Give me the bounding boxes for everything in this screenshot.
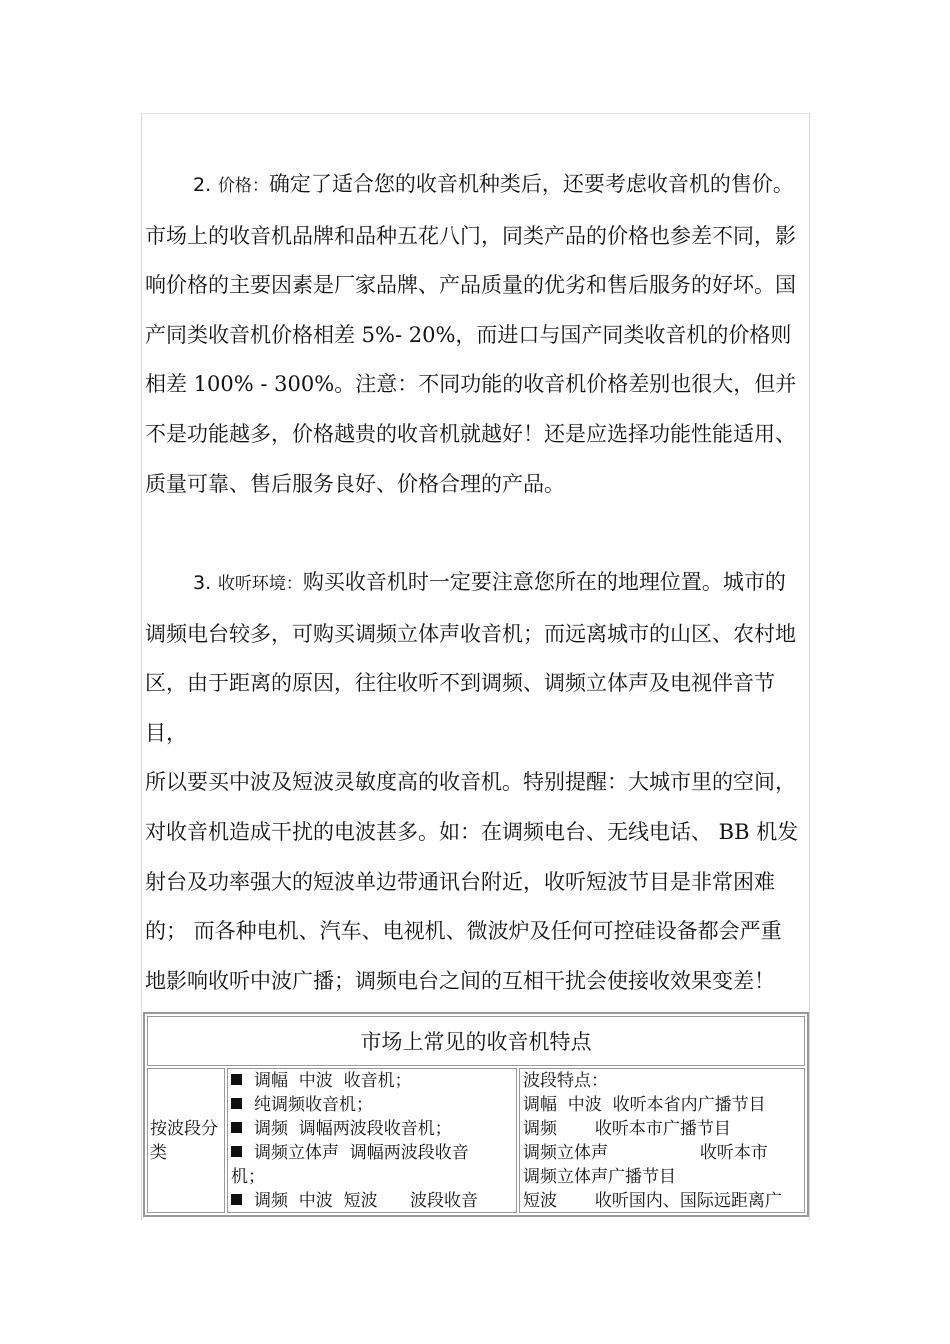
text-line: 地影响收听中波广播；调频电台之间的互相干扰会使接收效果变差！ [145,968,775,993]
text-line: 所以要买中波及短波灵敏度高的收音机。特别提醒：大城市里的空间， [145,770,796,795]
radio-features-table [143,1012,809,1217]
feature-line: 调幅 中波 收听本省内广播节目 [523,1095,766,1115]
text-line: 不是功能越多，价格越贵的收音机就越好！还是应选择功能性能适用、 [145,421,796,446]
section-number: 3. [193,572,212,594]
feature-line: 短波 收听国内、国际远距离广 [523,1191,782,1211]
square-bullet-icon [231,1146,242,1157]
listening-environment-paragraph [145,558,807,1006]
feature-line: 调频立体声 收听本市 [523,1143,768,1163]
radio-types-cell [227,1068,517,1213]
text-line: 区，由于距离的原因，往往收听不到调频、调频立体声及电视伴音节目， [145,671,775,745]
section-label: 价格： [217,176,269,196]
square-bullet-icon [231,1074,242,1085]
text-line: 射台及功率强大的短波单边带通讯台附近，收听短波节目是非常困难 [145,869,775,894]
text-line: 产同类收音机价格相差 5%- 20%，而进口与国产同类收音机的价格则 [145,322,792,347]
text-line: 响价格的主要因素是厂家品牌、产品质量的优劣和售后服务的好坏。国 [145,273,796,298]
table-title: 市场上常见的收音机特点 [147,1016,805,1066]
text-line: 确定了适合您的收音机种类后，还要考虑收音机的售价。 [268,172,794,196]
feature-line: 波段特点： [523,1071,608,1091]
list-item: 纯调频收音机； [231,1093,516,1117]
list-item: 调频立体声 调幅两波段收音 [231,1141,516,1165]
list-item: 调频 调幅两波段收音机； [231,1117,516,1141]
list-item: 调幅 中波 收音机； [231,1069,516,1093]
category-label: 按波段分类 [150,1118,218,1163]
section-label: 收听环境： [217,574,303,594]
square-bullet-icon [231,1098,242,1109]
section-number: 2. [193,174,212,196]
band-features-cell [519,1068,805,1213]
price-paragraph [145,160,807,509]
list-item: 调频 中波 短波 波段收音 [231,1189,516,1213]
feature-line: 调频 收听本市广播节目 [523,1119,731,1139]
list-item-continued: 机； [231,1167,265,1187]
text-line: 调频电台较多，可购买调频立体声收音机；而远离城市的山区、农村地 [145,621,796,646]
text-line: 质量可靠、售后服务良好、价格合理的产品。 [145,471,565,496]
text-line: 对收音机造成干扰的电波甚多。如：在调频电台、无线电话、 BB 机发 [145,819,799,844]
square-bullet-icon [231,1122,242,1133]
feature-line: 调频立体声广播节目 [523,1167,676,1187]
category-cell [147,1068,225,1213]
text-line: 的； 而各种电机、汽车、电视机、微波炉及任何可控硅设备都会严重 [145,919,782,944]
text-line: 市场上的收音机品牌和品种五花八门，同类产品的价格也参差不同，影 [145,223,796,248]
text-line: 相差 100% - 300%。注意：不同功能的收音机价格差别也很大，但并 [145,372,797,397]
square-bullet-icon [231,1194,242,1205]
text-line: 购买收音机时一定要注意您所在的地理位置。城市的 [302,570,786,594]
